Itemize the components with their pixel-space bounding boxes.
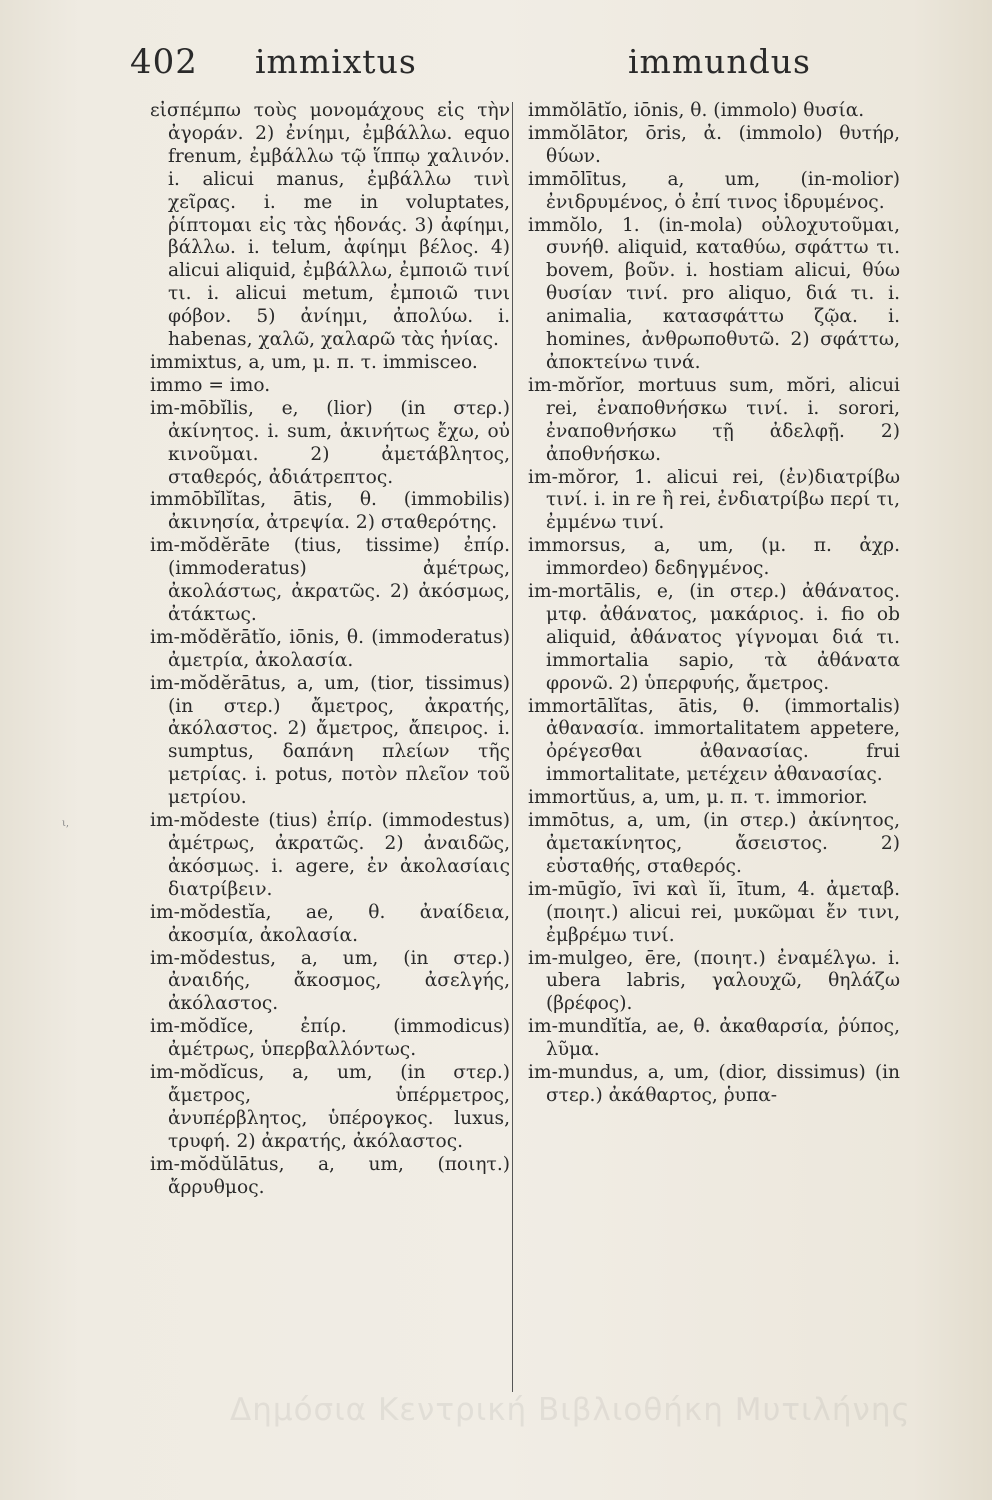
right-guideword: immundus	[628, 42, 811, 81]
dictionary-entry: im-mundus, a, um, (dior, dissimus) (in στερ.) ἀκάθαρτος, ῥυπα-	[528, 1062, 900, 1106]
right-column	[528, 100, 900, 1430]
dictionary-entry: im-mulgeo, ēre, (ποιητ.) ἐναμέλγω. i. ubera labris, γαλουχῶ, θηλάζω (βρέφος).	[528, 947, 900, 1015]
page-header	[130, 42, 900, 92]
dictionary-entry: im-mŏror, 1. alicui rei, (ἐν)διατρίβω τινί. i. in re ἢ rei, ἐνδιατρίβω περί τι, ἐμμένω τινί.	[528, 466, 900, 534]
dictionary-entry: im-mŏdĭce, ἐπίρ. (immodicus) ἀμέτρως, ὑπερβαλλόντως.	[150, 1016, 510, 1061]
dictionary-entry: im-mŏdĕrātĭo, iōnis, θ. (immoderatus) ἀμετρία, ἀκολασία.	[150, 626, 510, 671]
library-watermark: Δημόσια Κεντρική Βιβλιοθήκη Μυτιλήνης	[230, 1392, 911, 1428]
margin-mark: ι,	[62, 818, 70, 829]
left-column	[150, 100, 510, 1430]
dictionary-entry: immŏlātĭo, iōnis, θ. (immolo) θυσία.	[528, 100, 865, 121]
dictionary-entry: im-mōbĭlis, e, (lior) (in στερ.) ἀκίνητος. i. sum, ἀκινήτως ἔχω, οὐ κινοῦμαι. 2) ἀμετάβλητος, σταθερός, ἀδιάτρεπτος.	[150, 397, 510, 488]
dictionary-entry: im-mūgĭo, īvi καὶ ĭi, ītum, 4. ἀμεταβ. (ποιητ.) alicui rei, μυκῶμαι ἔν τινι, ἐμβρέμω τινί.	[528, 878, 900, 946]
dictionary-entry: im-mŏrĭor, mortuus sum, mŏri, alicui rei, ἐναποθνήσκω τινί. i. sorori, ἐναποθνήσκω τῇ ἀδελφῇ. 2) ἀποθνήσκω.	[528, 374, 900, 465]
page-number: 402	[130, 42, 198, 82]
dictionary-entry: immōtus, a, um, (in στερ.) ἀκίνητος, ἀμετακίνητος, ἄσειστος. 2) εὐσταθής, σταθερός.	[528, 810, 900, 877]
column-divider	[512, 102, 513, 1392]
dictionary-entry: immortŭus, a, um, μ. π. τ. immorior.	[528, 787, 868, 809]
dictionary-entry: im-mundĭtĭa, ae, θ. ἀκαθαρσία, ῥύπος, λῦμα.	[528, 1016, 900, 1061]
dictionary-entry: immōlītus, a, um, (in-molior) ἐνιδρυμένος, ὁ ἐπί τινος ἱδρυμένος.	[528, 168, 900, 213]
dictionary-entry: immo = imo.	[150, 374, 271, 396]
dictionary-entry: εἰσπέμπω τοὺς μονομάχους εἰς τὴν ἀγοράν. 2) ἐνίημι, ἐμβάλλω. equo frenum, ἐμβάλλω τῷ ἵππῳ χαλινόν. i. alicui manus, ἐμβάλλω τινὶ χεῖρας. i. me in voluptates, ῥίπτομαι εἰς τὰς ἡδονάς. 3) ἀφίημι, βάλλω. i. telum, ἀφίημι βέλος. 4) alicui aliquid, ἐμβάλλω, ἐμποιῶ τινί τι. i. alicui metum, ἐμποιῶ τινι φόβον. 5) ἀνίημι, ἀπολύω. i. habenas, χαλῶ, χαλαρῶ τὰς ἡνίας.	[150, 100, 510, 351]
dictionary-entry: im-mŏdĭcus, a, um, (in στερ.) ἄμετρος, ὑπέρμετρος, ἀνυπέρβλητος, ὑπέρογκος. luxus, τρυφή. 2) ἀκρατής, ἀκόλαστος.	[150, 1062, 510, 1152]
dictionary-entry: immorsus, a, um, (μ. π. ἀχρ. immordeo) δεδηγμένος.	[528, 535, 900, 580]
dictionary-entry: immŏlātor, ōris, ἀ. (immolo) θυτήρ, θύων.	[528, 122, 900, 167]
dictionary-entry: immōbĭlĭtas, ātis, θ. (immobilis) ἀκινησία, ἀτρεψία. 2) σταθερότης.	[150, 489, 510, 534]
dictionary-entry: immortālĭtas, ātis, θ. (immortalis) ἀθανασία. immortalitatem appetere, ὀρέγεσθαι ἀθανασίας. frui immortalitate, μετέχειν ἀθανασίας.	[528, 695, 900, 786]
dictionary-entry: im-mŏdestus, a, um, (in στερ.) ἀναιδής, ἄκοσμος, ἀσελγής, ἀκόλαστος.	[150, 947, 510, 1015]
dictionary-entry: im-mŏdĕrātus, a, um, (tior, tissimus) (in στερ.) ἄμετρος, ἀκρατής, ἀκόλαστος. 2) ἄμετρος, ἄπειρος. i. sumptus, δαπάνη πλείων τῆς μετρίας. i. potus, ποτὸν πλεῖον τοῦ μετρίου.	[150, 672, 510, 809]
dictionary-entry: im-mortālis, e, (in στερ.) ἀθάνατος. μτφ. ἀθάνατος, μακάριος. i. fio ob aliquid, ἀθάνατος γίγνομαι διά τι. immortalia sapio, τὰ ἀθάνατα φρονῶ. 2) ὑπερφυής, ἄμετρος.	[528, 581, 900, 694]
dictionary-entry: im-mŏdŭlātus, a, um, (ποιητ.) ἄρρυθμος.	[150, 1153, 510, 1198]
left-guideword: immixtus	[255, 42, 417, 81]
dictionary-entry: im-mŏdeste (tius) ἐπίρ. (immodestus) ἀμέτρως, ἀκρατῶς. 2) ἀναιδῶς, ἀκόσμως. i. agere, ἐν ἀκολασίαις διατρίβειν.	[150, 810, 510, 900]
dictionary-entry: im-mŏdestĭa, ae, θ. ἀναίδεια, ἀκοσμία, ἀκολασία.	[150, 901, 510, 946]
dictionary-entry: immŏlo, 1. (in-mola) οὐλοχυτοῦμαι, συνήθ. aliquid, καταθύω, σφάττω τι. bovem, βοῦν. i. hostiam alicui, θύω θυσίαν τινί. pro aliquo, διά τι. i. animalia, κατασφάττω ζῷα. i. homines, ἀνθρωποθυτῶ. 2) σφάττω, ἀποκτείνω τινά.	[528, 214, 900, 373]
dictionary-entry: immixtus, a, um, μ. π. τ. immisceo.	[150, 351, 478, 373]
dictionary-entry: im-mŏdĕrāte (tius, tissime) ἐπίρ. (immoderatus) ἀμέτρως, ἀκολάστως, ἀκρατῶς. 2) ἀκόσμως, ἀτάκτως.	[150, 535, 510, 625]
